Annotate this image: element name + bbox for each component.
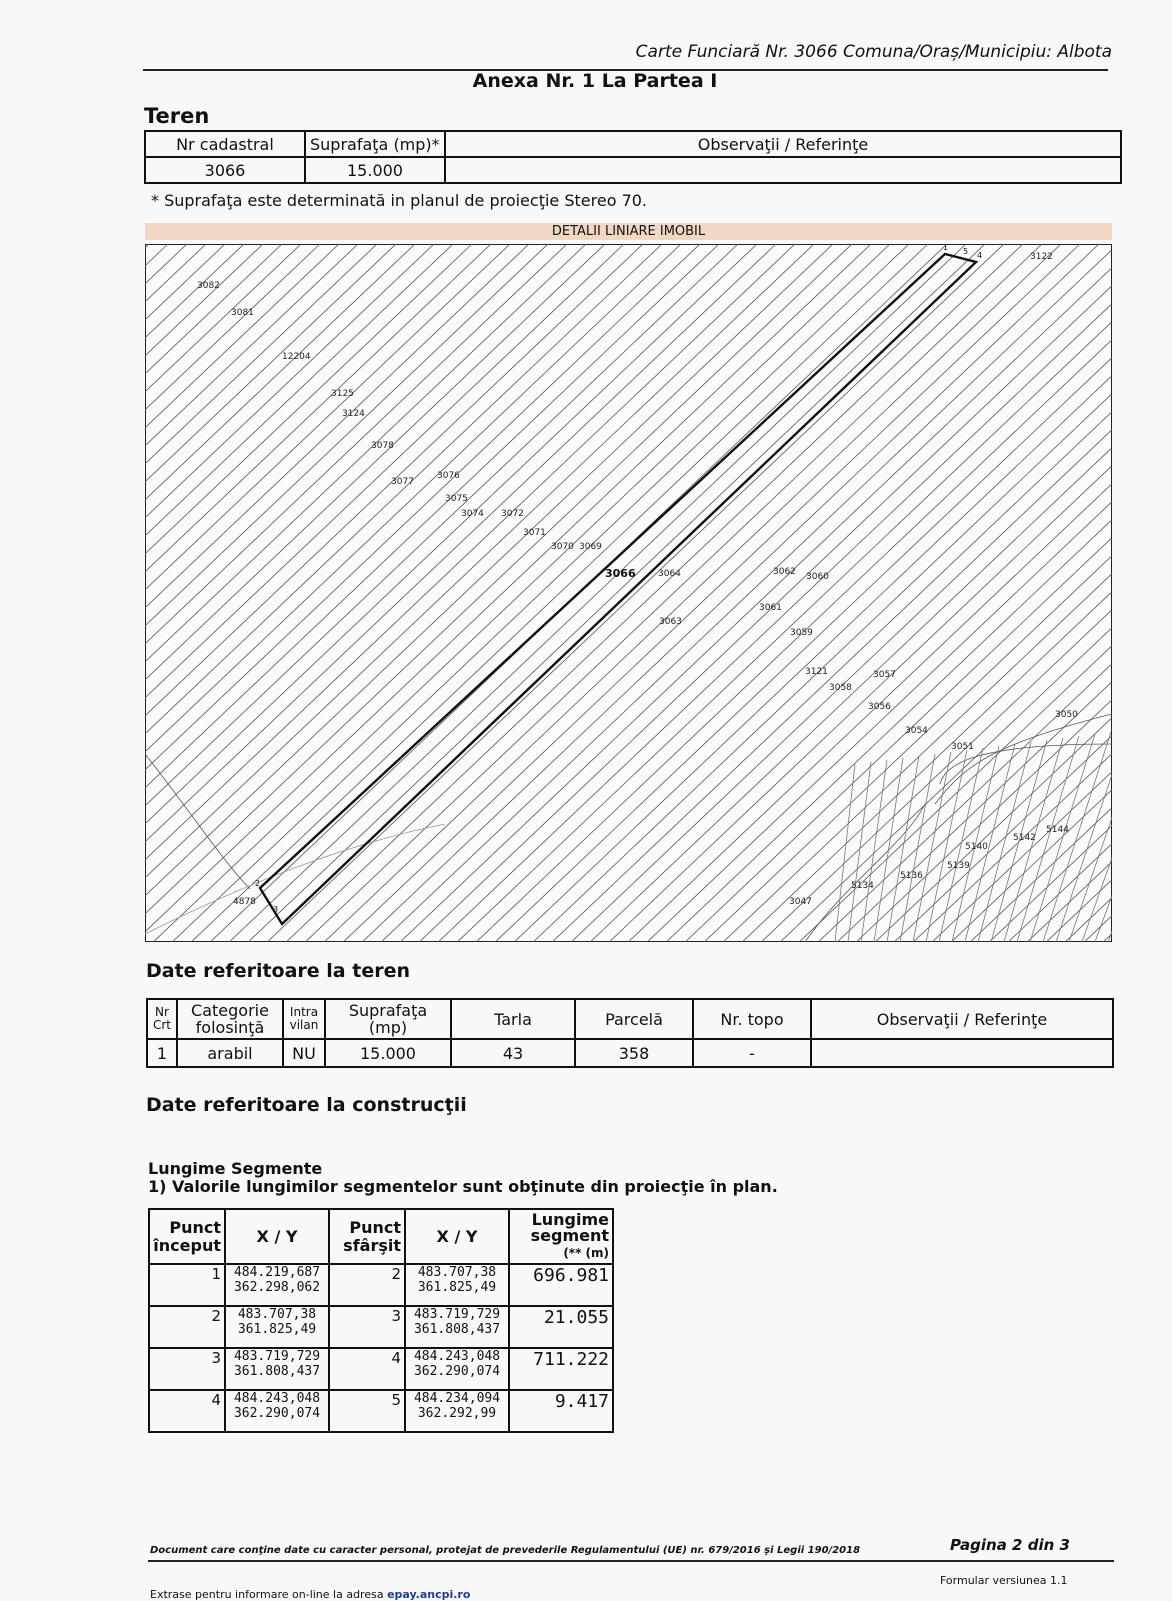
cell-xy-end: 483.719,729 361.808,437 — [405, 1306, 509, 1348]
gdpr-note: Document care conţine date cu caracter personal, protejat de prevederile Regulamentului (UE) nr. 679/2016 şi Legii 190/2018 — [150, 1545, 861, 1556]
footer-rule — [148, 1560, 1114, 1562]
formular-version: Formular versiunea 1.1 — [940, 1574, 1068, 1587]
cell-observatii — [445, 157, 1121, 183]
parcel-label: 3122 — [1030, 252, 1053, 262]
parcel-label: 3072 — [501, 509, 524, 519]
parcel-label: 5139 — [947, 861, 970, 871]
cell-lungime: 21.055 — [509, 1306, 613, 1348]
parcel-label: 3124 — [342, 409, 365, 419]
parcel-label: 3047 — [789, 897, 812, 907]
cell-nr-crt: 1 — [147, 1039, 177, 1067]
teren-table — [144, 130, 1122, 184]
col-observatii: Observaţii / Referinţe — [445, 131, 1121, 157]
col-suprafata: Suprafaţa (mp)* — [305, 131, 445, 157]
cell-lungime: 696.981 — [509, 1264, 613, 1306]
col-nr-crt: Nr Crt — [147, 999, 177, 1039]
parcel-label: 5136 — [900, 871, 923, 881]
parcel-label: 3061 — [759, 603, 782, 613]
parcel-label: 3054 — [905, 726, 928, 736]
col-suprafata-mp: Suprafaţa (mp) — [325, 999, 451, 1039]
cell-xy-end: 484.243,048 362.290,074 — [405, 1348, 509, 1390]
parcel-label: 3059 — [790, 628, 813, 638]
parcel-label: 3081 — [231, 308, 254, 318]
cell-parcela: 358 — [575, 1039, 693, 1067]
parcel-label: 3082 — [197, 281, 220, 291]
col-intravilan: Intra vilan — [283, 999, 325, 1039]
cell-suprafata-mp: 15.000 — [325, 1039, 451, 1067]
main-parcel-label: 3066 — [605, 567, 636, 580]
date-teren-heading: Date referitoare la teren — [146, 960, 410, 982]
cell-nr-cadastral: 3066 — [145, 157, 305, 183]
parcel-label: 3062 — [773, 567, 796, 577]
col-parcela: Parcelă — [575, 999, 693, 1039]
cell-intravilan: NU — [283, 1039, 325, 1067]
parcel-label: 3064 — [658, 569, 681, 579]
parcel-label: 5144 — [1046, 825, 1069, 835]
parcel-label: 3050 — [1055, 710, 1078, 720]
epay-link[interactable]: epay.ancpi.ro — [387, 1588, 471, 1601]
cell-tarla: 43 — [451, 1039, 575, 1067]
parcel-label: 3121 — [805, 667, 828, 677]
cell-xy-start: 483.707,38 361.825,49 — [225, 1306, 329, 1348]
segmente-title-block — [148, 1160, 778, 1196]
cell-punct-sfarsit: 2 — [329, 1264, 405, 1306]
cell-punct-inceput: 4 — [149, 1390, 225, 1432]
parcel-label: 3071 — [523, 528, 546, 538]
cell-punct-sfarsit: 5 — [329, 1390, 405, 1432]
parcel-label: 3077 — [391, 477, 414, 487]
parcel-label: 3058 — [829, 683, 852, 693]
segmente-table — [148, 1208, 614, 1433]
parcel-label: 4878 — [233, 897, 256, 907]
col-nr-cadastral: Nr cadastral — [145, 131, 305, 157]
constructii-heading: Date referitoare la construcţii — [146, 1094, 467, 1116]
vertex-5: 5 — [963, 247, 969, 256]
col-punct-sfarsit: Punct sfârşit — [329, 1209, 405, 1264]
col-punct-inceput: Punct început — [149, 1209, 225, 1264]
col-xy-2: X / Y — [405, 1209, 509, 1264]
parcel-label: 3074 — [461, 509, 484, 519]
cell-suprafata: 15.000 — [305, 157, 445, 183]
extras-text: Extrase pentru informare on-line la adresa — [150, 1588, 384, 1601]
parcel-label: 3051 — [951, 742, 974, 752]
cell-punct-sfarsit: 4 — [329, 1348, 405, 1390]
extras-info — [150, 1588, 470, 1601]
col-nr-topo: Nr. topo — [693, 999, 811, 1039]
parcel-label: 3060 — [806, 572, 829, 582]
parcel-label: 3125 — [331, 389, 354, 399]
vertex-3: 3 — [273, 905, 279, 914]
plan-title: DETALII LINIARE IMOBIL — [145, 223, 1112, 240]
parcel-label: 3076 — [437, 471, 460, 481]
cell-xy-end: 483.707,38 361.825,49 — [405, 1264, 509, 1306]
cell-categorie: arabil — [177, 1039, 283, 1067]
cell-punct-sfarsit: 3 — [329, 1306, 405, 1348]
cell-xy-start: 484.243,048 362.290,074 — [225, 1390, 329, 1432]
date-teren-table — [146, 998, 1114, 1068]
parcel-label: 3069 — [579, 542, 602, 552]
parcel-label: 5142 — [1013, 833, 1036, 843]
parcel-label: 3063 — [659, 617, 682, 627]
parcel-label: 3070 — [551, 542, 574, 552]
cell-xy-end: 484.234,094 362.292,99 — [405, 1390, 509, 1432]
col-lungime: Lungime segment (** (m) — [509, 1209, 613, 1264]
carte-funciara-title: Carte Funciară Nr. 3066 Comuna/Oraș/Municipiu: Albota — [635, 42, 1112, 62]
cell-lungime: 9.417 — [509, 1390, 613, 1432]
anexa-title: Anexa Nr. 1 La Partea I — [472, 70, 718, 92]
cell-punct-inceput: 2 — [149, 1306, 225, 1348]
vertex-4: 4 — [977, 251, 983, 260]
cell-punct-inceput: 1 — [149, 1264, 225, 1306]
table-row — [149, 1390, 613, 1432]
teren-heading: Teren — [144, 104, 210, 128]
cell-xy-start: 484.219,687 362.298,062 — [225, 1264, 329, 1306]
parcel-label: 5140 — [965, 842, 988, 852]
parcel-label: 3078 — [371, 441, 394, 451]
table-row — [149, 1306, 613, 1348]
parcel-label: 5134 — [851, 881, 874, 891]
col-observatii-ref: Observaţii / Referinţe — [811, 999, 1113, 1039]
parcel-label: 3075 — [445, 494, 468, 504]
segmente-title: Lungime Segmente — [148, 1159, 323, 1178]
col-xy-1: X / Y — [225, 1209, 329, 1264]
col-categorie: Categorie folosinţă — [177, 999, 283, 1039]
table-row — [149, 1348, 613, 1390]
vertex-1: 1 — [943, 244, 949, 252]
cell-punct-inceput: 3 — [149, 1348, 225, 1390]
vertex-2: 2 — [255, 879, 261, 888]
cell-nr-topo: - — [693, 1039, 811, 1067]
suprafata-note: * Suprafaţa este determinată in planul de proiecţie Stereo 70. — [151, 191, 648, 210]
table-row — [149, 1264, 613, 1306]
parcel-label: 3057 — [873, 670, 896, 680]
cell-xy-start: 483.719,729 361.808,437 — [225, 1348, 329, 1390]
cadastral-plan — [145, 244, 1112, 942]
cell-lungime: 711.222 — [509, 1348, 613, 1390]
segmente-subtitle: 1) Valorile lungimilor segmentelor sunt obţinute din proiecţie în plan. — [148, 1177, 778, 1196]
page-number: Pagina 2 din 3 — [950, 1536, 1070, 1554]
cell-observatii-ref — [811, 1039, 1113, 1067]
col-tarla: Tarla — [451, 999, 575, 1039]
parcel-label: 3056 — [868, 702, 891, 712]
parcel-label: 12204 — [282, 352, 311, 362]
